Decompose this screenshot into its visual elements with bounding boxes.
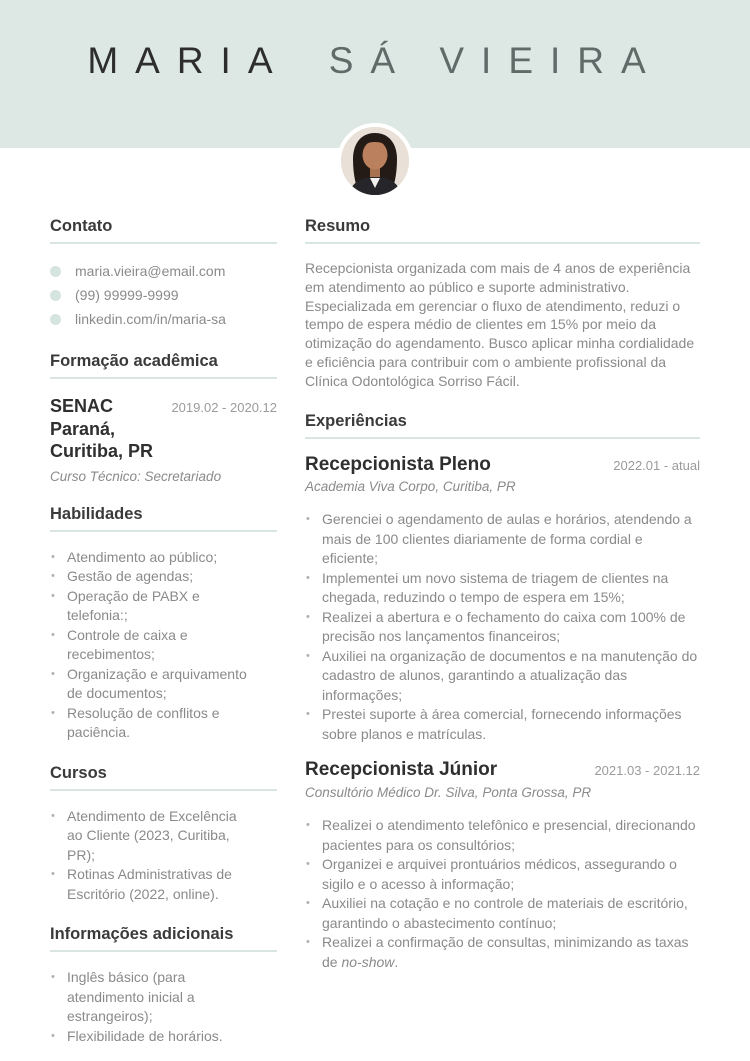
bullet-prefix: Realizei a confirmação de consultas, minimizando as taxas de — [322, 934, 689, 970]
bullet-suffix: . — [394, 953, 399, 970]
course-item: • Atendimento de Excelência ao Cliente (2023, Curitiba, PR); — [50, 807, 260, 866]
section-courses-title: Cursos — [50, 764, 277, 791]
skill-item: • Operação de PABX e telefonia:; — [50, 587, 260, 626]
name-last: SÁ VIEIRA — [328, 40, 663, 81]
job-bullet: • Auxiliei na organização de documentos e na manutenção do cadastro de alunos, garantindo a atualização das informações; — [305, 647, 700, 706]
additional-item: • Inglês básico (para atendimento inicial a estrangeiros); — [50, 968, 260, 1027]
section-additional-title: Informações adicionais — [50, 925, 277, 952]
job-bullet: • Auxiliei na cotação e no controle de materiais de escritório, garantindo o abastecimento contínuo; — [305, 894, 700, 933]
job-entry — [305, 758, 700, 972]
additional-item: • Flexibilidade de horários. — [50, 1027, 260, 1047]
education-school: SENAC — [50, 396, 114, 416]
profile-photo — [337, 123, 413, 199]
contact-item-email — [50, 259, 277, 283]
job-dates: 2022.01 - atual — [613, 457, 700, 473]
job-company: Consultório Médico Dr. Silva, Ponta Grossa, PR — [305, 785, 592, 801]
section-contact-title: Contato — [50, 217, 277, 244]
avatar-illustration — [341, 127, 409, 195]
skill-item: • Atendimento ao público; — [50, 548, 260, 568]
resume-body — [0, 217, 750, 1046]
bullet-italic-term: no-show — [341, 953, 395, 970]
job-title: Recepcionista Júnior — [305, 759, 498, 781]
linkedin-dot-icon — [50, 314, 61, 325]
education-dates: 2019.02 - 2020.12 — [171, 400, 277, 415]
contact-email: maria.vieira@email.com — [75, 263, 226, 279]
job-bullet: • Organizei e arquivei prontuários médicos, assegurando o sigilo e o acesso à informação; — [305, 855, 700, 894]
contact-item-phone — [50, 283, 277, 307]
skill-item: • Controle de caixa e recebimentos; — [50, 626, 260, 665]
courses-list — [50, 807, 260, 905]
skill-item: • Gestão de agendas; — [50, 567, 260, 587]
job-bullet: • Prestei suporte à área comercial, fornecendo informações sobre planos e matrículas. — [305, 705, 700, 744]
education-school-location — [50, 395, 171, 463]
job-dates: 2021.03 - 2021.12 — [594, 763, 700, 779]
email-dot-icon — [50, 266, 61, 277]
section-summary-title: Resumo — [305, 217, 700, 244]
contact-list — [50, 259, 277, 331]
contact-phone: (99) 99999-9999 — [75, 287, 179, 303]
job-bullet: • Implementei um novo sistema de triagem de clientes na chegada, reduzindo o tempo de espera em 15%; — [305, 569, 700, 608]
job-bullet-list — [305, 510, 700, 744]
job-bullet: • Realizei a abertura e o fechamento do caixa com 100% de precisão nos lançamentos financeiros; — [305, 608, 700, 647]
skill-item: • Resolução de conflitos e paciência. — [50, 704, 260, 743]
job-bullet-list — [305, 816, 700, 972]
section-skills-title: Habilidades — [50, 505, 277, 532]
page-title — [0, 40, 750, 82]
skills-list — [50, 548, 260, 743]
job-bullet: • Gerenciei o agendamento de aulas e horários, atendendo a mais de 100 clientes diariamente de forma cordial e eficiente; — [305, 510, 700, 569]
name-first: MARIA — [87, 40, 288, 81]
job-bullet-noshow — [305, 933, 700, 972]
skill-item: • Organização e arquivamento de documentos; — [50, 665, 260, 704]
section-experience-title: Experiências — [305, 412, 700, 439]
phone-dot-icon — [50, 290, 61, 301]
course-item: • Rotinas Administrativas de Escritório (2022, online). — [50, 865, 260, 904]
additional-info-list — [50, 968, 260, 1046]
education-entry — [50, 395, 277, 463]
right-column — [305, 217, 700, 1046]
job-company: Academia Viva Corpo, Curitiba, PR — [305, 479, 516, 495]
job-entry — [305, 453, 700, 745]
job-header — [305, 758, 700, 782]
education-location: Paraná, Curitiba, PR — [50, 418, 154, 461]
job-bullet: • Realizei o atendimento telefônico e presencial, direcionando pacientes para os consultórios; — [305, 816, 700, 855]
contact-linkedin: linkedin.com/in/maria-sa — [75, 311, 226, 327]
contact-item-linkedin — [50, 307, 277, 331]
left-column — [50, 217, 277, 1046]
education-course: Curso Técnico: Secretariado — [50, 468, 222, 484]
job-header — [305, 453, 700, 477]
summary-text: Recepcionista organizada com mais de 4 anos de experiência em atendimento ao público e suporte administrativo. Especializada em gerenciar o fluxo de atendimento, reduzi o tempo de espera médio de clientes em 15% por meio da otimização do agendamento. Busco aplicar minha cordialidade e eficiência para contribuir com o ambiente profissional da Clínica Odontológica Sorriso Fácil. — [305, 260, 695, 389]
job-title: Recepcionista Pleno — [305, 453, 491, 475]
section-education-title: Formação acadêmica — [50, 352, 277, 379]
